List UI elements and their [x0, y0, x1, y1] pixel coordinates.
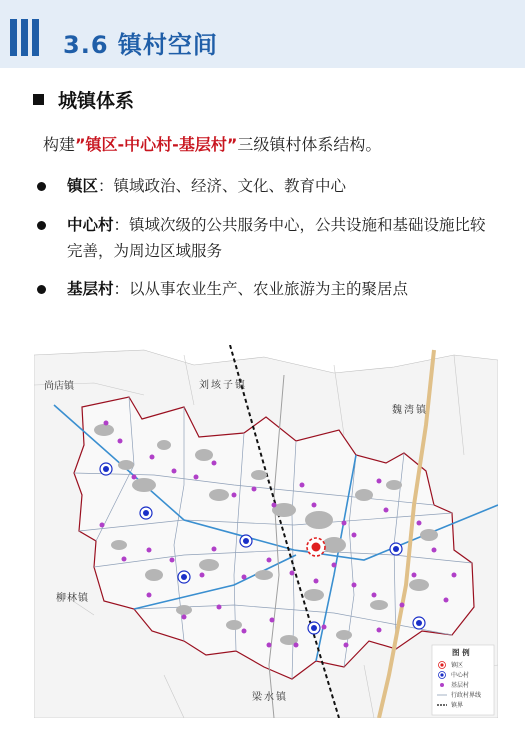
- section-heading: [33, 86, 134, 113]
- legend-basic-village-icon: [440, 683, 444, 687]
- legend-title: 图 例: [452, 648, 470, 657]
- legend-label-town-boundary: 镇界: [451, 702, 464, 709]
- bullet-town: [37, 173, 497, 199]
- legend-label-center-village: 中心村: [451, 672, 470, 679]
- intro-suffix: 三级镇村体系结构。: [237, 135, 382, 154]
- neighbor-town-ne: 魏湾镇: [392, 405, 428, 416]
- map-legend: [432, 645, 494, 715]
- square-bullet-icon: [33, 94, 44, 105]
- bullet-term: 中心村: [67, 216, 114, 234]
- neighbor-town-s: 梁水镇: [252, 692, 288, 703]
- neighbor-town-n: 刘垓子镇: [199, 380, 247, 391]
- bullet-term: 镇区: [67, 177, 99, 195]
- bullet-dot-icon: [37, 285, 46, 294]
- bullet-text: ：以从事农业生产、农业旅游为主的聚居点: [113, 280, 409, 298]
- header-banner: [0, 0, 525, 68]
- bullet-center-village: [37, 212, 497, 264]
- legend-label-basic-village: 基层村: [451, 682, 470, 689]
- section-title: 城镇体系: [58, 90, 135, 112]
- neighbor-town-w: 柳林镇: [56, 593, 89, 604]
- bullet-dot-icon: [37, 221, 46, 230]
- legend-label-village-line: 行政村界线: [451, 692, 482, 699]
- intro-prefix: 构建: [43, 135, 76, 154]
- town-center-marker: [307, 538, 325, 556]
- bullet-basic-village: [37, 276, 497, 302]
- bullet-text: ：镇域政治、经济、文化、教育中心: [98, 177, 347, 195]
- legend-center-village-icon: [439, 672, 446, 679]
- page-title: 3.6 镇村空间: [63, 31, 218, 59]
- bullet-term: 基层村: [67, 280, 114, 298]
- intro-quote: ”镇区-中心村-基层村”: [75, 135, 238, 154]
- legend-town-icon: [439, 662, 446, 669]
- legend-label-town: 镇区: [451, 662, 464, 669]
- bullet-text: ：镇域次级的公共服务中心，公共设施和基础设施比较完善，为周边区域服务: [67, 216, 486, 260]
- town-system-map: [34, 345, 498, 718]
- intro-text: [43, 132, 381, 155]
- header-bars-decoration: [10, 19, 39, 56]
- bullet-dot-icon: [37, 182, 46, 191]
- neighbor-town-nw: 尚店镇: [44, 381, 74, 392]
